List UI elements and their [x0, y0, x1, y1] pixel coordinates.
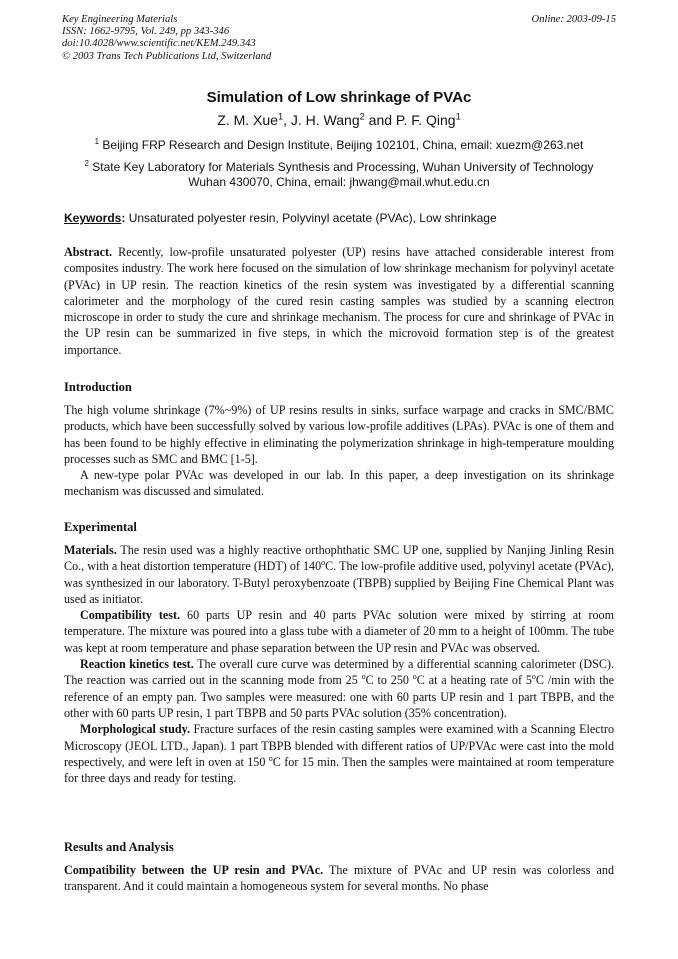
section-heading-introduction: Introduction [64, 380, 132, 394]
author-separator: , [283, 112, 291, 128]
degree-mark: o [531, 672, 536, 682]
degree-mark: o [268, 753, 273, 763]
degree-mark: o [321, 558, 326, 568]
run-in-heading: Compatibility test. [80, 608, 181, 623]
affiliation-text-line2: Wuhan 430070, China, email: jhwang@mail.whut.edu.cn [188, 175, 490, 189]
degree-mark: o [361, 672, 366, 682]
paper-title: Simulation of Low shrinkage of PVAc [206, 89, 472, 106]
author-affil-mark: 1 [455, 111, 461, 122]
copyright-line: © 2003 Trans Tech Publications Ltd, Switzerland [62, 50, 272, 62]
author-affil-mark: 1 [277, 111, 284, 122]
affiliation-text: Beijing FRP Research and Design Institute, Beijing 102101, China, email: xuezm@263.net [102, 138, 584, 152]
paragraph-text: C at a heating rate of 5 [416, 673, 532, 688]
paragraph-text: The mixture of PVAc and UP resin was colorless and transparent. And it could maintain a homogeneous system for several months. No phase [64, 863, 615, 894]
run-in-heading: Materials. [64, 543, 117, 557]
results-body [64, 862, 614, 895]
paragraph-text: The overall cure curve was determined by a differential scanning calorimeter (DSC). The reaction was carried out in the scanning mode from 25 [64, 657, 614, 688]
author-name: P. F. Qing [395, 112, 456, 128]
author-affil-mark: 2 [359, 111, 365, 122]
journal-header [62, 14, 616, 63]
issn-line: ISSN: 1662-9795, Vol. 249, pp 343-346 [62, 26, 230, 38]
affiliation-2 [64, 160, 614, 190]
section-heading-results: Results and Analysis [64, 840, 174, 854]
online-date: Online: 2003-09-15 [531, 14, 616, 25]
paragraph-text: C. The low-profile additive used, polyvinyl acetate (PVAc), was synthesized in our laboratory. T-Butyl peroxybenzoate (TBPB) supplied by Beijing Fine Chemical Plant was used as initiator. [64, 559, 614, 606]
author-name: J. H. Wang [290, 112, 360, 128]
abstract [64, 244, 614, 358]
paragraph-compatibility [64, 607, 614, 656]
run-in-heading: Reaction kinetics test. [80, 657, 194, 672]
paragraph-text: C for 15 min. Then the samples were maintained at room temperature for three days and ready for testing. [64, 754, 614, 786]
paragraph: A new-type polar PVAc was developed in our lab. In this paper, a deep investigation on its shrinkage mechanism was discussed and simulated. [64, 468, 614, 499]
abstract-text: Recently, low-profile unsaturated polyester (UP) resins have attached considerable interest from composites industry. The work here focused on the simulation of low shrinkage mechanism for polyvinyl acetate (PVAc) in UP resin. The reaction kinetics of the resin system was investigated by a differential scanning calorimeter and the morphology of the cured resin casting samples was studied by a scanning electron microscope in order to study the cure and shrinkage mechanism. The process for cure and shrinkage of PVAc in the UP resin can be summarized in five steps, in which the microvoid formation step is of the greatest importance. [64, 245, 614, 357]
author-list [0, 112, 678, 128]
experimental-body [64, 542, 614, 786]
journal-name: Key Engineering Materials [62, 14, 178, 25]
paragraph-results-compatibility [64, 862, 614, 895]
affiliation-mark: 2 [84, 159, 89, 168]
keywords-label: Keywords [64, 211, 122, 225]
degree-mark: o [412, 672, 417, 682]
run-in-heading: Morphological study. [80, 722, 190, 737]
keywords-text: Unsaturated polyester resin, Polyvinyl acetate (PVAc), Low shrinkage [125, 211, 497, 225]
section-heading-experimental: Experimental [64, 520, 137, 534]
author-separator: and [364, 112, 396, 128]
affiliation-text: State Key Laboratory for Materials Synthesis and Processing, Wuhan University of Technology [92, 160, 594, 174]
paragraph-morphology [64, 721, 614, 786]
affiliation-mark: 1 [94, 137, 100, 146]
run-in-heading: Compatibility between the UP resin and PVAc. [64, 863, 324, 877]
paragraph-text: C to 250 [365, 673, 413, 688]
doi-line: doi:10.4028/www.scientific.net/KEM.249.343 [62, 38, 256, 50]
abstract-label: Abstract. [64, 245, 113, 259]
author-name: Z. M. Xue [217, 112, 278, 128]
paragraph-kinetics [64, 656, 614, 721]
affiliation-1 [64, 138, 614, 153]
paragraph-text: C /min with the reference of an empty pan. Two samples were measured: one with 60 parts UP resin and 1 part TBPB, and the other with 60 parts UP resin, 1 part TBPB and 50 parts PVAc solution (35% concentration). [64, 673, 614, 720]
paragraph: The high volume shrinkage (7%~9%) of UP resins results in sinks, surface warpage and cracks in SMC/BMC products, which have been successfully solved by various low-profile additives (LPAs). PVAc is one of them and has been found to be highly effective in eliminating the polymerization shrinkage in high-temperature moulding processes such as SMC and BMC [1-5]. [64, 403, 614, 466]
paragraph-text: Fracture surfaces of the resin casting samples were examined with a Scanning Electro Microscopy (JEOL LTD., Japan). 1 part TBPB blended with different ratios of UP/PVAc were cast into the mold respectively, and were left in oven at 150 [64, 722, 614, 769]
paragraph-text: 60 parts UP resin and 40 parts PVAc solution were mixed by stirring at room temperature. The mixture was poured into a glass tube with a diameter of 20 mm to a height of 100mm. The tube was kept at room temperature and phase separation between the UP resin and PVAc was observed. [64, 608, 614, 655]
paragraph-text: The resin used was a highly reactive orthophthatic SMC UP one, supplied by Nanjing Jinling Resin Co., with a heat distortion temperature (HDT) of 140 [64, 543, 614, 574]
introduction-body [64, 402, 614, 500]
paragraph-materials [64, 542, 614, 607]
keywords: Keywords: Unsaturated polyester resin, Polyvinyl acetate (PVAc), Low shrinkage [64, 211, 497, 225]
